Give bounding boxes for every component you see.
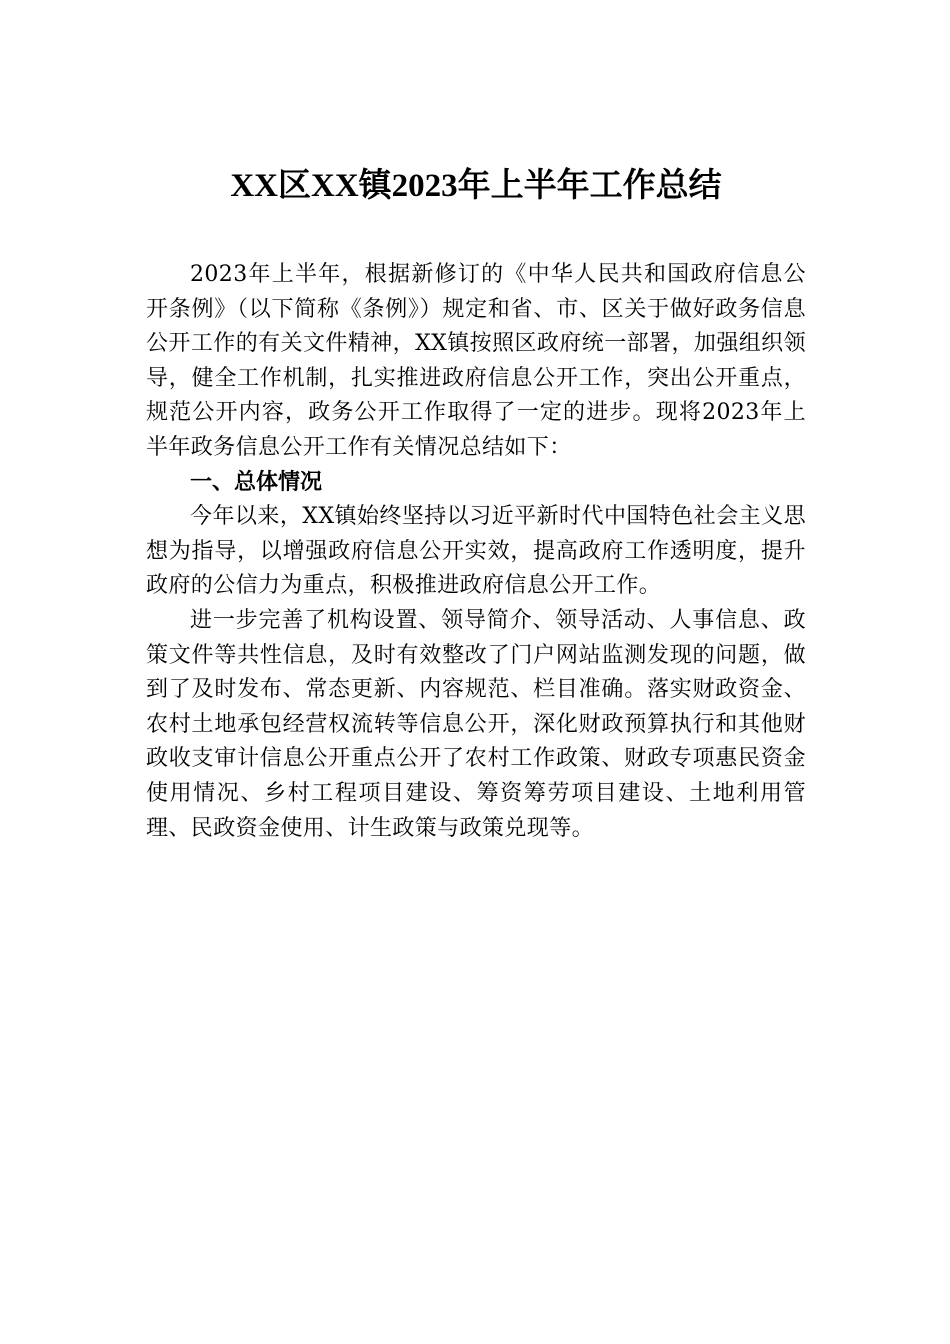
document-title: XX区XX镇2023年上半年工作总结 — [230, 168, 722, 204]
document-body — [146, 258, 806, 846]
section-heading: 一、总体情况 — [190, 469, 323, 495]
body-paragraph: 今年以来，XX镇始终坚持以习近平新时代中国特色社会主义思想为指导，以增强政府信息公开实效，提高政府工作透明度，提升政府的公信力为重点，积极推进政府信息公开工作。 — [146, 504, 806, 599]
body-paragraph: 进一步完善了机构设置、领导简介、领导活动、人事信息、政策文件等共性信息，及时有效整改了门户网站监测发现的问题，做到了及时发布、常态更新、内容规范、栏目准确。落实财政资金、农村土地承包经营权流转等信息公开，深化财政预算执行和其他财政收支审计信息公开重点公开了农村工作政策、财政专项惠民资金使用情况、乡村工程项目建设、筹资筹劳项目建设、土地利用管理、民政资金使用、计生政策与政策兑现等。 — [146, 607, 806, 841]
intro-paragraph: 2023年上半年，根据新修订的《中华人民共和国政府信息公开条例》（以下简称《条例》）规定和省、市、区关于做好政务信息公开工作的有关文件精神，XX镇按照区政府统一部署，加强组织领导，健全工作机制，扎实推进政府信息公开工作，突出公开重点，规范公开内容，政务公开工作取得了一定的进步。现将2023年上半年政务信息公开工作有关情况总结如下： — [146, 262, 806, 460]
document-content — [146, 160, 806, 846]
